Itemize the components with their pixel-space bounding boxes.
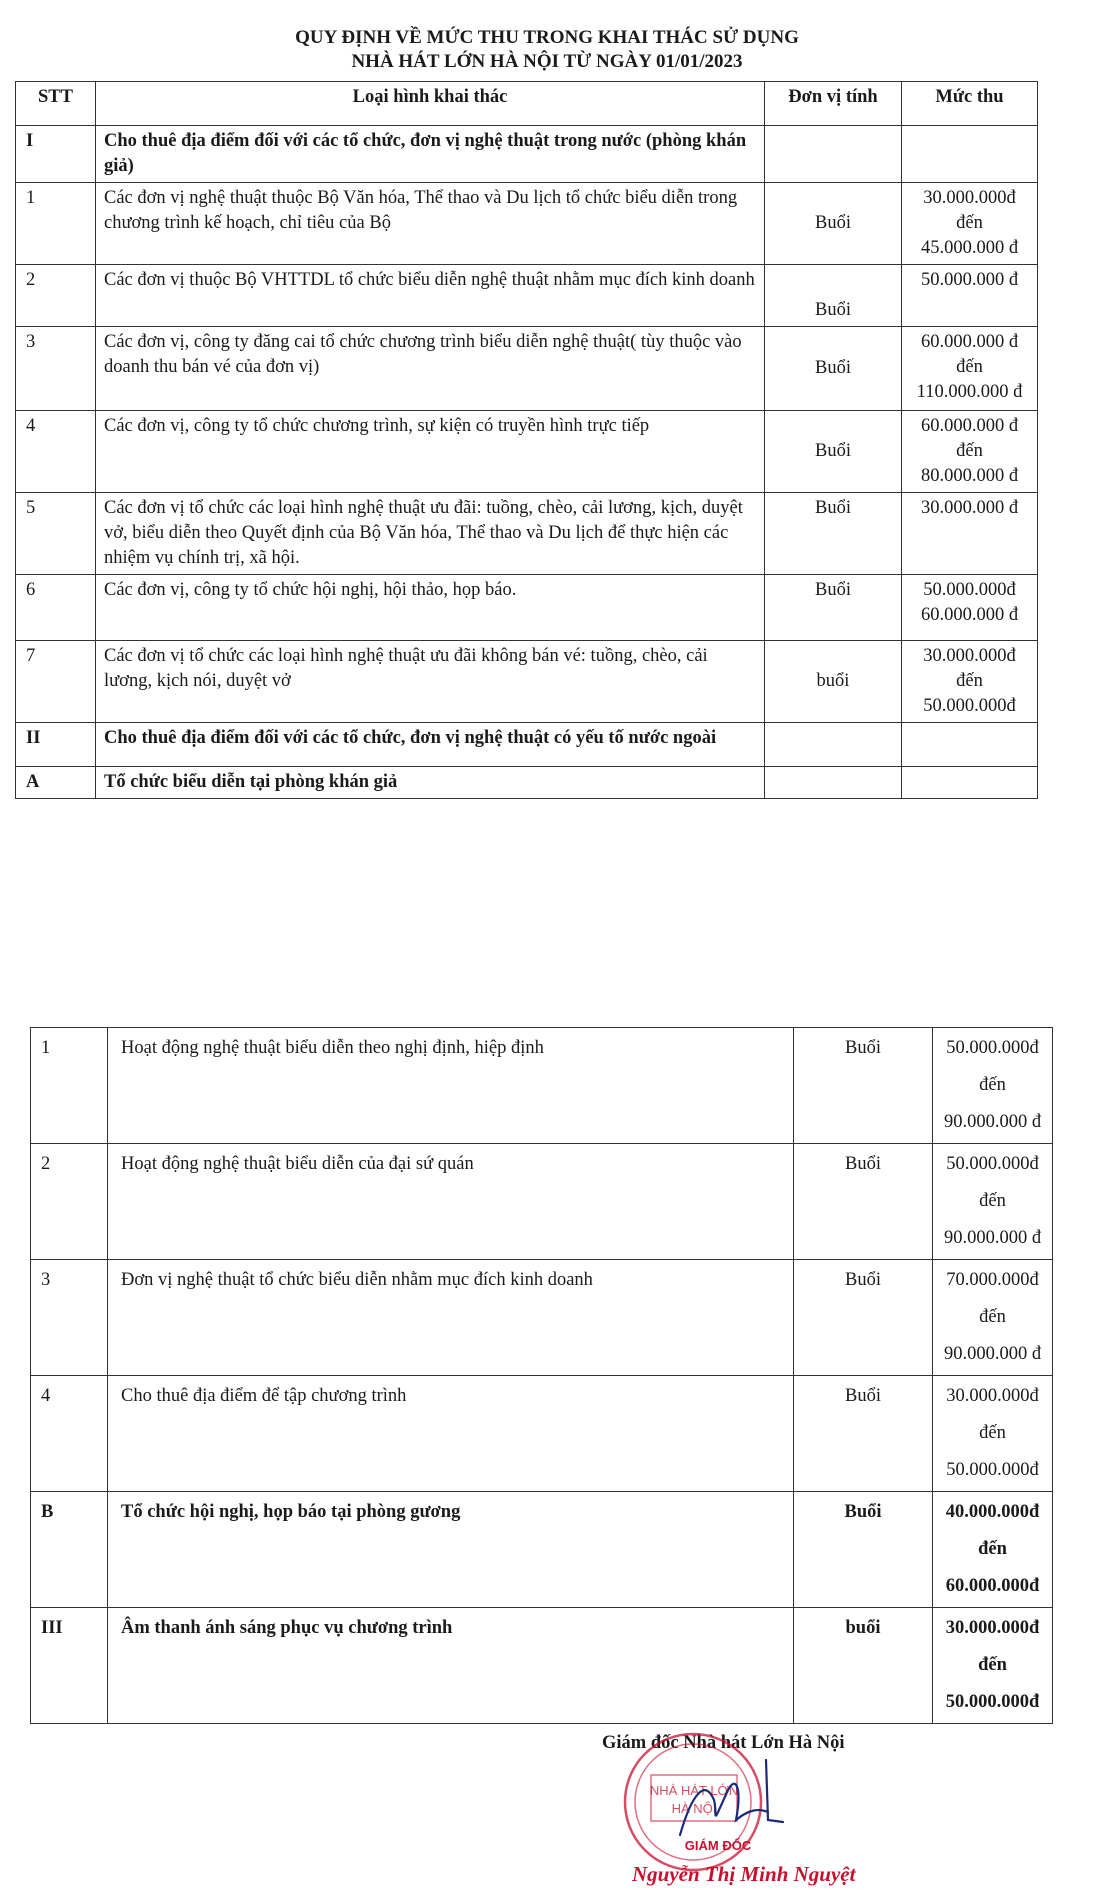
row-description: Hoạt động nghệ thuật biểu diễn theo nghị định, hiệp định [108, 1028, 794, 1144]
row-unit: Buổi [765, 493, 902, 575]
fee-from: 70.000.000đ [946, 1270, 1039, 1290]
document-title-line2: NHÀ HÁT LỚN HÀ NỘI TỪ NGÀY 01/01/2023 [351, 51, 743, 72]
fee-from: 50.000.000đ [946, 1154, 1039, 1174]
row-unit: Buổi [794, 1492, 933, 1608]
row-stt: I [16, 126, 96, 183]
fee-separator: đến [979, 1075, 1006, 1095]
row-unit: Buổi [794, 1028, 933, 1144]
table-row [16, 327, 1038, 411]
svg-text:HÀ NỘI: HÀ NỘI [671, 1801, 717, 1816]
row-fee [902, 126, 1038, 183]
row-unit: Buổi [794, 1144, 933, 1260]
table-row [31, 1260, 1053, 1376]
fee-to: 50.000.000đ [945, 1692, 1040, 1712]
table-row [16, 723, 1038, 767]
row-description: Các đơn vị, công ty tổ chức hội nghị, hội thảo, họp báo. [96, 575, 765, 641]
row-fee [902, 411, 1038, 493]
row-stt: II [16, 723, 96, 767]
fee-separator: đến [956, 671, 983, 691]
fee-to: 45.000.000 đ [920, 238, 1019, 258]
row-description: Các đơn vị, công ty tổ chức chương trình, sự kiện có truyền hình trực tiếp [96, 411, 765, 493]
fee-from: 30.000.000đ [923, 646, 1016, 666]
table-row [31, 1144, 1053, 1260]
fee-separator: đến [978, 1655, 1007, 1675]
row-description: Tổ chức hội nghị, họp báo tại phòng gương [108, 1492, 794, 1608]
row-unit [765, 767, 902, 799]
fee-separator: đến [978, 1539, 1007, 1559]
row-stt: 4 [16, 411, 96, 493]
fee-to: 60.000.000đ [945, 1576, 1040, 1596]
fee-to: 90.000.000 đ [943, 1344, 1042, 1364]
row-stt: B [31, 1492, 108, 1608]
row-stt: III [31, 1608, 108, 1724]
fee-table-part2 [30, 1027, 1053, 1724]
row-unit: buổi [765, 641, 902, 723]
row-stt: A [16, 767, 96, 799]
fee-separator: đến [979, 1307, 1006, 1327]
row-description: Cho thuê địa điểm đối với các tổ chức, đơn vị nghệ thuật có yếu tố nước ngoài [96, 723, 765, 767]
table-row [16, 183, 1038, 265]
row-stt: 7 [16, 641, 96, 723]
row-fee [902, 641, 1038, 723]
table-row [16, 641, 1038, 723]
fee-from: 50.000.000 đ [920, 270, 1019, 290]
row-description: Các đơn vị tổ chức các loại hình nghệ thuật ưu đãi không bán vé: tuồng, chèo, cải lương, kịch nói, duyệt vở [96, 641, 765, 723]
row-description: Các đơn vị thuộc Bộ VHTTDL tổ chức biểu diễn nghệ thuật nhằm mục đích kinh doanh [96, 265, 765, 327]
row-stt: 2 [16, 265, 96, 327]
fee-separator: đến [956, 357, 983, 377]
row-fee [902, 575, 1038, 641]
table-row [16, 126, 1038, 183]
fee-from: 60.000.000 đ [920, 416, 1019, 436]
fee-from: 30.000.000đ [945, 1618, 1040, 1638]
row-stt: 1 [31, 1028, 108, 1144]
row-description: Hoạt động nghệ thuật biểu diễn của đại sứ quán [108, 1144, 794, 1260]
fee-to: 90.000.000 đ [943, 1112, 1042, 1132]
row-stt: 3 [31, 1260, 108, 1376]
row-unit: Buổi [765, 575, 902, 641]
fee-from: 50.000.000đ [923, 580, 1016, 600]
fee-to: 60.000.000 đ [920, 605, 1019, 625]
row-fee [933, 1028, 1053, 1144]
row-description: Cho thuê địa điểm để tập chương trình [108, 1376, 794, 1492]
fee-from: 60.000.000 đ [920, 332, 1019, 352]
row-fee [902, 327, 1038, 411]
table-row [31, 1492, 1053, 1608]
row-description: Âm thanh ánh sáng phục vụ chương trình [108, 1608, 794, 1724]
fee-to: 50.000.000đ [923, 696, 1016, 716]
row-description: Đơn vị nghệ thuật tổ chức biểu diễn nhằm mục đích kinh doanh [108, 1260, 794, 1376]
fee-from: 50.000.000đ [946, 1038, 1039, 1058]
row-description: Các đơn vị, công ty đăng cai tổ chức chương trình biểu diễn nghệ thuật( tùy thuộc vào doanh thu bán vé của đơn vị) [96, 327, 765, 411]
row-description: Các đơn vị nghệ thuật thuộc Bộ Văn hóa, Thể thao và Du lịch tổ chức biểu diễn trong chương trình kế hoạch, chỉ tiêu của Bộ [96, 183, 765, 265]
fee-to: 50.000.000đ [946, 1460, 1039, 1480]
document-title-line1: QUY ĐỊNH VỀ MỨC THU TRONG KHAI THÁC SỬ DỤNG [295, 27, 799, 48]
row-unit: Buổi [765, 327, 902, 411]
table-row [31, 1608, 1053, 1724]
row-fee [902, 265, 1038, 327]
row-stt: 1 [16, 183, 96, 265]
row-unit [765, 723, 902, 767]
fee-separator: đến [956, 213, 983, 233]
fee-from: 30.000.000đ [946, 1386, 1039, 1406]
row-unit: Buổi [765, 411, 902, 493]
row-unit: Buổi [765, 183, 902, 265]
row-stt: 2 [31, 1144, 108, 1260]
table-row [16, 265, 1038, 327]
fee-to: 80.000.000 đ [920, 466, 1019, 486]
row-stt: 6 [16, 575, 96, 641]
fee-to: 90.000.000 đ [943, 1228, 1042, 1248]
row-description: Tổ chức biểu diễn tại phòng khán giả [96, 767, 765, 799]
header-stt: STT [16, 82, 96, 126]
row-fee [902, 767, 1038, 799]
row-fee [933, 1608, 1053, 1724]
row-description: Các đơn vị tổ chức các loại hình nghệ thuật ưu đãi: tuồng, chèo, cải lương, kịch, duyệt vở, biểu diễn theo Quyết định của Bộ Văn hóa, Thể thao và Du lịch để thực hiện các nhiệm vụ chính trị, xã hội. [96, 493, 765, 575]
table-row [16, 767, 1038, 799]
table-row [31, 1028, 1053, 1144]
fee-separator: đến [979, 1191, 1006, 1211]
row-description: Cho thuê địa điểm đối với các tổ chức, đơn vị nghệ thuật trong nước (phòng khán giả) [96, 126, 765, 183]
table-row [31, 1376, 1053, 1492]
fee-separator: đến [956, 441, 983, 461]
row-unit: Buổi [794, 1260, 933, 1376]
fee-from: 30.000.000 đ [920, 498, 1019, 518]
table-row [16, 411, 1038, 493]
row-stt: 3 [16, 327, 96, 411]
fee-from: 40.000.000đ [945, 1502, 1040, 1522]
fee-to: 110.000.000 đ [916, 382, 1023, 402]
row-fee [933, 1260, 1053, 1376]
row-unit: Buổi [794, 1376, 933, 1492]
row-fee [933, 1376, 1053, 1492]
row-fee [902, 493, 1038, 575]
table-row [16, 493, 1038, 575]
fee-table-part1 [15, 81, 1038, 799]
svg-text:GIÁM ĐỐC: GIÁM ĐỐC [684, 1838, 752, 1853]
row-stt: 4 [31, 1376, 108, 1492]
row-stt: 5 [16, 493, 96, 575]
row-fee [933, 1144, 1053, 1260]
row-fee [933, 1492, 1053, 1608]
svg-text:NHÀ HÁT LỚN: NHÀ HÁT LỚN [649, 1783, 739, 1798]
row-unit: Buổi [765, 265, 902, 327]
row-unit: buổi [794, 1608, 933, 1724]
row-fee [902, 183, 1038, 265]
table-row [16, 575, 1038, 641]
row-unit [765, 126, 902, 183]
header-fee: Mức thu [902, 82, 1038, 126]
row-fee [902, 723, 1038, 767]
fee-from: 30.000.000đ [923, 188, 1016, 208]
signer-name: Nguyễn Thị Minh Nguyệt [632, 1862, 856, 1886]
signature-title: Giám đốc Nhà hát Lớn Hà Nội [602, 1733, 845, 1753]
header-type: Loại hình khai thác [96, 82, 765, 126]
header-unit: Đơn vị tính [765, 82, 902, 126]
fee-separator: đến [979, 1423, 1006, 1443]
